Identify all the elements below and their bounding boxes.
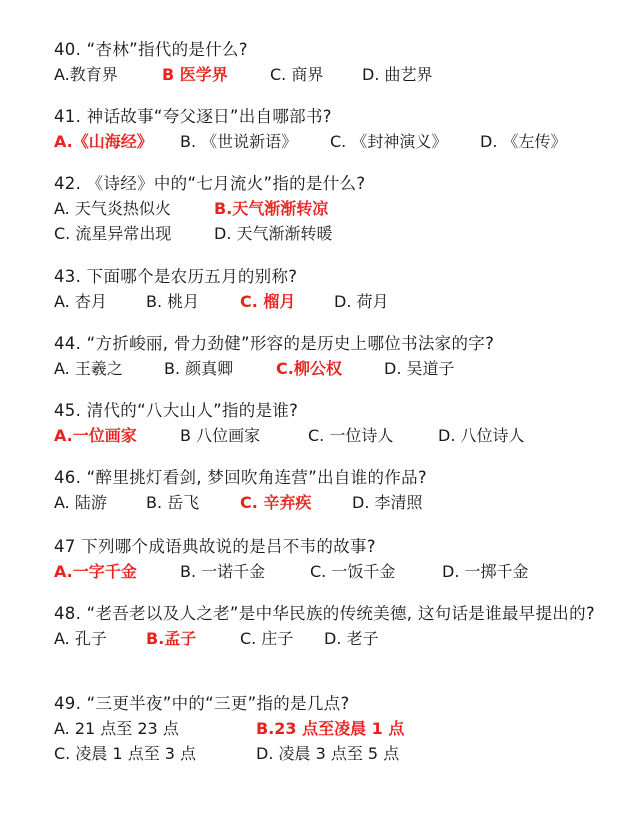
- question-40: [54, 38, 610, 87]
- option-d: D. 《左传》: [480, 132, 567, 151]
- options-row: [54, 716, 610, 741]
- option-b-correct: B.天气渐渐转凉: [214, 199, 329, 218]
- options-row: [54, 356, 610, 381]
- question-46: [54, 466, 610, 515]
- option-a: A. 杏月: [54, 292, 107, 311]
- question-48: [54, 602, 610, 651]
- question-text: 48. “老吾老以及人之老”是中华民族的传统美德, 这句话是谁最早提出的?: [54, 604, 595, 623]
- option-a: A.教育界: [54, 65, 118, 84]
- option-c: C. 一位诗人: [308, 426, 394, 445]
- option-b: B. 颜真卿: [164, 359, 234, 378]
- option-c: C. 《封神演义》: [330, 132, 448, 151]
- question-text: 44. “方折峻丽, 骨力劲健”形容的是历史上哪位书法家的字?: [54, 334, 495, 353]
- option-a: A. 天气炎热似火: [54, 199, 171, 218]
- question-45: [54, 399, 610, 448]
- option-d: D. 荷月: [334, 292, 389, 311]
- option-b-correct: B.孟子: [146, 629, 197, 648]
- option-b: B. 岳飞: [146, 493, 200, 512]
- option-d: D. 凌晨 3 点至 5 点: [256, 744, 400, 763]
- option-c: C. 商界: [270, 65, 324, 84]
- option-a: A. 陆游: [54, 493, 107, 512]
- options-row: [54, 289, 610, 314]
- question-text: 49. “三更半夜”中的“三更”指的是几点?: [54, 694, 350, 713]
- question-text: 42. 《诗经》中的“七月流火”指的是什么?: [54, 174, 366, 193]
- question-43: [54, 265, 610, 314]
- option-a: A. 孔子: [54, 629, 107, 648]
- options-row: [54, 221, 610, 246]
- option-b: B. 《世说新语》: [180, 132, 298, 151]
- option-d: D. 曲艺界: [362, 65, 433, 84]
- option-b: B. 一诺千金: [180, 562, 266, 581]
- options-row: [54, 196, 610, 221]
- option-c-correct: C. 榴月: [240, 292, 296, 311]
- question-text: 40. “杏林”指代的是什么?: [54, 40, 248, 59]
- option-a: A. 王羲之: [54, 359, 123, 378]
- options-row: [54, 490, 610, 515]
- options-row: [54, 741, 610, 766]
- option-d: D. 天气渐渐转暖: [214, 224, 333, 243]
- option-a-correct: A.《山海经》: [54, 132, 153, 151]
- option-c-correct: C. 辛弃疾: [240, 493, 312, 512]
- question-text: 46. “醉里挑灯看剑, 梦回吹角连营”出自谁的作品?: [54, 468, 427, 487]
- question-41: [54, 105, 610, 154]
- question-47: [54, 535, 610, 584]
- question-text: 43. 下面哪个是农历五月的别称?: [54, 267, 298, 286]
- option-a-correct: A.一位画家: [54, 426, 137, 445]
- question-text: 45. 清代的“八大山人”指的是谁?: [54, 401, 299, 420]
- option-d: D. 李清照: [352, 493, 423, 512]
- option-c: C. 流星异常出现: [54, 224, 172, 243]
- question-text: 47 下列哪个成语典故说的是吕不韦的故事?: [54, 537, 376, 556]
- options-row: [54, 423, 610, 448]
- option-a: A. 21 点至 23 点: [54, 719, 179, 738]
- options-row: [54, 626, 610, 651]
- option-c-correct: C.柳公权: [276, 359, 342, 378]
- question-text: 41. 神话故事“夸父逐日”出自哪部书?: [54, 107, 332, 126]
- question-42: [54, 172, 610, 246]
- option-b: B 八位画家: [180, 426, 261, 445]
- question-44: [54, 332, 610, 381]
- options-row: [54, 559, 610, 584]
- option-d: D. 一掷千金: [442, 562, 529, 581]
- options-row: [54, 129, 610, 154]
- option-b-correct: B.23 点至凌晨 1 点: [256, 719, 405, 738]
- option-d: D. 八位诗人: [438, 426, 525, 445]
- option-d: D. 吴道子: [384, 359, 455, 378]
- question-49: [54, 692, 610, 766]
- option-b: B. 桃月: [146, 292, 200, 311]
- option-c: C. 凌晨 1 点至 3 点: [54, 744, 197, 763]
- options-row: [54, 62, 610, 87]
- option-c: C. 一饭千金: [310, 562, 396, 581]
- option-b-correct: B 医学界: [162, 65, 228, 84]
- option-c: C. 庄子: [240, 629, 294, 648]
- option-d: D. 老子: [324, 629, 379, 648]
- option-a-correct: A.一字千金: [54, 562, 137, 581]
